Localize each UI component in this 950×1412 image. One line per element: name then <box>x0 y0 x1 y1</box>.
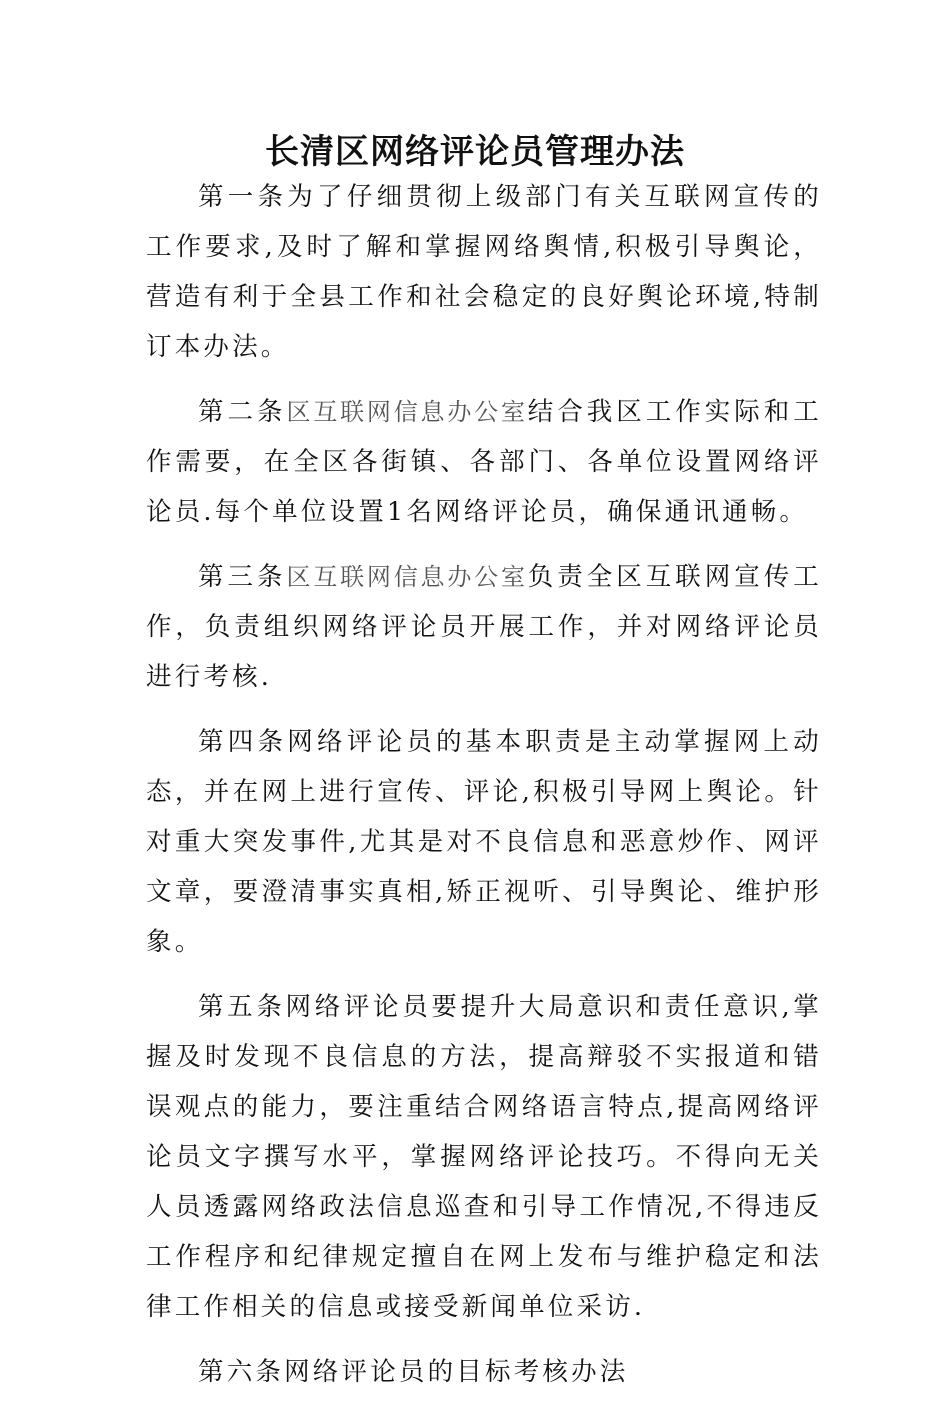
article-1-paragraph: 第一条为了仔细贯彻上级部门有关互联网宣传的工作要求,及时了解和掌握网络舆情,积极引导舆论，营造有利于全县工作和社会稳定的良好舆论环境,特制订本办法。 <box>146 182 822 362</box>
article-3-rest: 负责全区互联网宣传工作，负责组织网络评论员开展工作，并对网络评论员进行考核. <box>146 562 822 692</box>
article-5-paragraph: 第五条网络评论员要提升大局意识和责任意识,掌握及时发现不良信息的方法，提高辩驳不实报道和错误观点的能力，要注重结合网络语言特点,提高网络评论员文字撰写水平，掌握网络评论技巧。不得向无关人员透露网络政法信息巡查和引导工作情况,不得违反工作程序和纪律规定擅自在网上发布与维护稳定和法律工作相关的信息或接受新闻单位采访. <box>146 992 822 1322</box>
article-2-lead: 第二条 <box>198 397 287 427</box>
document-body <box>146 172 822 1412</box>
article-3-office-name: 区互联网信息办公室 <box>286 563 528 591</box>
article-2-paragraph <box>146 387 822 537</box>
article-3-paragraph <box>146 552 822 702</box>
article-2-office-name: 区互联网信息办公室 <box>286 398 528 426</box>
article-3-lead: 第三条 <box>198 562 287 592</box>
article-6-paragraph: 第六条网络评论员的目标考核办法 <box>198 1357 629 1387</box>
article-4-paragraph: 第四条网络评论员的基本职责是主动掌握网上动态，并在网上进行宣传、评论,积极引导网上舆论。针对重大突发事件,尤其是对不良信息和恶意炒作、网评文章，要澄清事实真相,矫正视听、引导舆论、维护形象。 <box>146 727 822 957</box>
document-title: 长清区网络评论员管理办法 <box>265 132 685 172</box>
article-2-rest: 结合我区工作实际和工作需要，在全区各街镇、各部门、各单位设置网络评论员.每个单位设置1名网络评论员，确保通讯通畅。 <box>146 397 822 527</box>
